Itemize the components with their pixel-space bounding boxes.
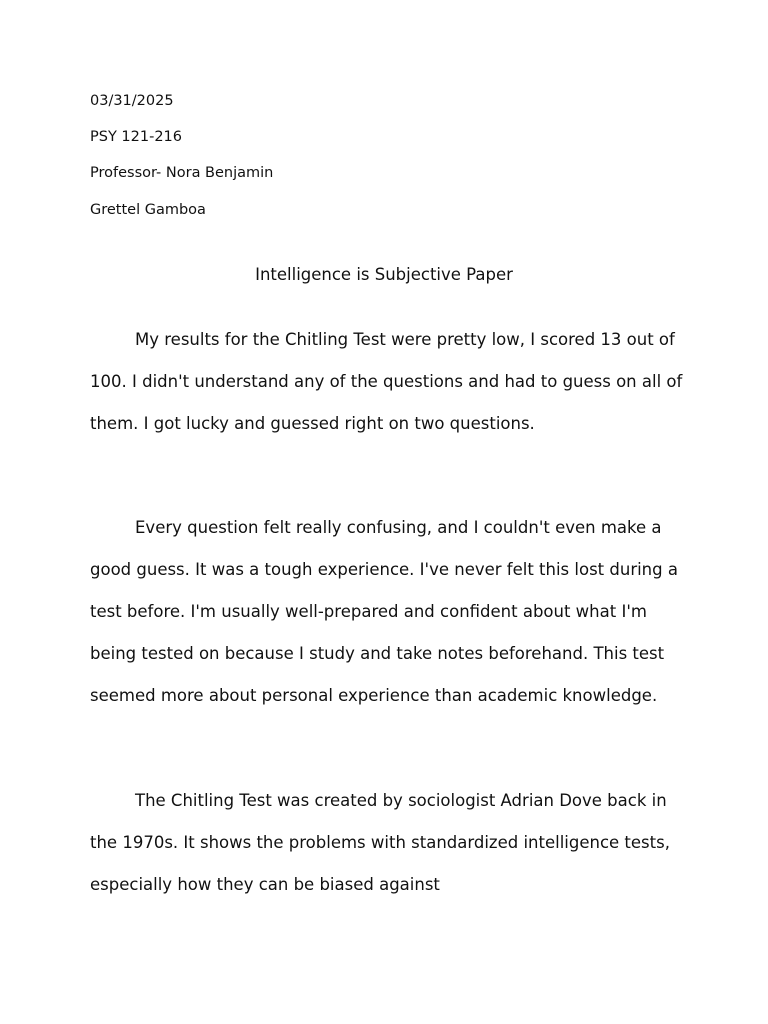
paragraph-text: The Chitling Test was created by sociologist Adrian Dove back in the 1970s. It shows the problems with standardized intelligence tests, especially how they can be biased against — [90, 791, 670, 894]
body-paragraph-1 — [90, 319, 690, 445]
header-course: PSY 121-216 — [90, 129, 182, 145]
paragraph-text: My results for the Chitling Test were pretty low, I scored 13 out of 100. I didn't understand any of the questions and had to guess on all of them. I got lucky and guessed right on two questions. — [90, 330, 683, 433]
header-professor: Professor- Nora Benjamin — [90, 165, 274, 181]
body-paragraph-2 — [90, 507, 690, 717]
paragraph-text: Every question felt really confusing, and I couldn't even make a good guess. It was a tough experience. I've never felt this lost during a test before. I'm usually well-prepared and confident about what I'm being tested on because I study and take notes beforehand. This test seemed more about personal experience than academic knowledge. — [90, 518, 678, 705]
header-date: 03/31/2025 — [90, 93, 174, 109]
header-student: Grettel Gamboa — [90, 202, 206, 218]
body-paragraph-3 — [90, 780, 690, 906]
paper-title: Intelligence is Subjective Paper — [255, 265, 513, 284]
